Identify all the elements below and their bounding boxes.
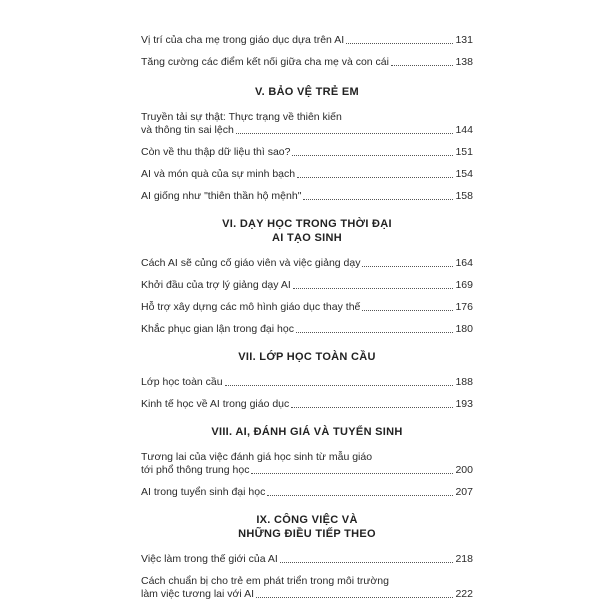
dot-leader: [225, 385, 454, 386]
section-heading: [141, 217, 473, 245]
toc-page-number: 207: [455, 486, 473, 498]
toc-page-number: 164: [455, 257, 473, 269]
toc-entry-text: Lớp học toàn cầu: [141, 376, 223, 388]
section-heading-line: V. BẢO VỆ TRẺ EM: [254, 86, 360, 98]
toc-entry-text: Khắc phục gian lận trong đại học: [141, 323, 294, 335]
dot-leader: [291, 407, 453, 408]
section-heading-line: VIII. AI, ĐÁNH GIÁ VÀ TUYỂN SINH: [211, 426, 403, 438]
dot-leader: [362, 266, 453, 267]
toc-entry-text: Tương lai của việc đánh giá học sinh từ mẫu giáo: [141, 451, 373, 463]
dot-leader: [296, 332, 454, 333]
toc-entry: [141, 168, 473, 181]
toc-entry: [141, 279, 473, 292]
toc-entry: [141, 34, 473, 47]
toc-entry-text: AI giống như "thiên thần hộ mệnh": [141, 190, 302, 202]
toc-page-number: 169: [455, 279, 473, 291]
toc-entry-title: [141, 398, 473, 411]
section-heading: [141, 350, 473, 364]
dot-leader: [251, 473, 453, 474]
toc-entry-text: AI trong tuyển sinh đại học: [141, 486, 266, 498]
dot-leader: [267, 495, 453, 496]
dot-leader: [256, 597, 453, 598]
toc-entry: [141, 376, 473, 389]
toc-entry-text: làm việc tương lai với AI: [141, 588, 255, 600]
toc-entry: [141, 301, 473, 314]
toc-entry-text: Hỗ trợ xây dựng các mô hình giáo dục thay thế: [141, 301, 361, 313]
toc-entry: [141, 323, 473, 336]
toc-page-number: 138: [455, 56, 473, 68]
toc-page-number: 158: [455, 190, 473, 202]
toc-page-number: 131: [455, 34, 473, 46]
dot-leader: [362, 310, 453, 311]
toc-entry-title: [141, 56, 473, 69]
toc-entry-text: Còn về thu thập dữ liệu thì sao?: [141, 146, 291, 158]
toc-entry-text: Tăng cường các điểm kết nối giữa cha mẹ và con cái: [141, 56, 389, 68]
toc-entry-title: [141, 553, 473, 566]
dot-leader: [297, 177, 453, 178]
toc-page-number: 176: [455, 301, 473, 313]
toc-entry: [141, 56, 473, 69]
section-heading: [141, 425, 473, 439]
toc-entry-title: [141, 111, 473, 137]
toc-page-number: 200: [455, 464, 473, 476]
section-heading-line: IX. CÔNG VIỆC VÀ: [256, 514, 358, 526]
toc-page-number: 154: [455, 168, 473, 180]
toc-entry-title: [141, 323, 473, 336]
toc-page-number: 188: [455, 376, 473, 388]
toc-entry: [141, 575, 473, 601]
section-heading: [141, 513, 473, 541]
toc-page-number: 222: [455, 588, 473, 600]
section-heading-line: NHỮNG ĐIỀU TIẾP THEO: [238, 528, 376, 540]
toc-entry: [141, 111, 473, 137]
toc-entry-title: [141, 34, 473, 47]
toc-entry-text: Kinh tế học về AI trong giáo dục: [141, 398, 290, 410]
toc-entry: [141, 190, 473, 203]
dot-leader: [293, 288, 454, 289]
dot-leader: [292, 155, 453, 156]
section-heading-line: VII. LỚP HỌC TOÀN CẦU: [238, 351, 376, 363]
toc-entry-title: [141, 257, 473, 270]
section-heading-line: VI. DẠY HỌC TRONG THỜI ĐẠI: [222, 218, 392, 230]
toc-entry-title: [141, 301, 473, 314]
toc-page-number: 144: [455, 124, 473, 136]
toc-entry-title: [141, 190, 473, 203]
toc-entry-text: và thông tin sai lệch: [141, 124, 234, 136]
section-heading: [141, 85, 473, 99]
toc-entry-title: [141, 451, 473, 477]
dot-leader: [303, 199, 453, 200]
section-heading-line: AI TẠO SINH: [272, 232, 342, 244]
toc-page-number: 218: [455, 553, 473, 565]
toc-entry-text: AI và món quà của sự minh bạch: [141, 168, 296, 180]
toc-entry: [141, 257, 473, 270]
toc-entry-title: [141, 575, 473, 601]
toc-entry-text: Cách AI sẽ củng cố giáo viên và việc giảng dạy: [141, 257, 361, 269]
dot-leader: [236, 133, 454, 134]
toc-entry: [141, 451, 473, 477]
toc-entry: [141, 146, 473, 159]
dot-leader: [280, 562, 454, 563]
toc-entry-title: [141, 168, 473, 181]
toc-entry-title: [141, 146, 473, 159]
table-of-contents: [141, 34, 473, 610]
toc-entry-title: [141, 279, 473, 292]
toc-page-number: 193: [455, 398, 473, 410]
toc-entry-text: tới phổ thông trung học: [141, 464, 250, 476]
toc-entry-title: [141, 376, 473, 389]
toc-page-number: 151: [455, 146, 473, 158]
toc-entry-text: Vị trí của cha mẹ trong giáo dục dựa trên AI: [141, 34, 345, 46]
toc-entry: [141, 553, 473, 566]
toc-entry-text: Truyền tải sự thật: Thực trạng về thiên kiến: [141, 111, 342, 123]
toc-entry: [141, 486, 473, 499]
toc-entry-text: Việc làm trong thế giới của AI: [141, 553, 278, 565]
toc-entry-title: [141, 486, 473, 499]
dot-leader: [346, 43, 453, 44]
dot-leader: [391, 65, 453, 66]
toc-page-number: 180: [455, 323, 473, 335]
toc-entry: [141, 398, 473, 411]
toc-entry-text: Khởi đầu của trợ lý giảng dạy AI: [141, 279, 291, 291]
toc-entry-text: Cách chuẩn bị cho trẻ em phát triển trong môi trường: [141, 575, 389, 587]
